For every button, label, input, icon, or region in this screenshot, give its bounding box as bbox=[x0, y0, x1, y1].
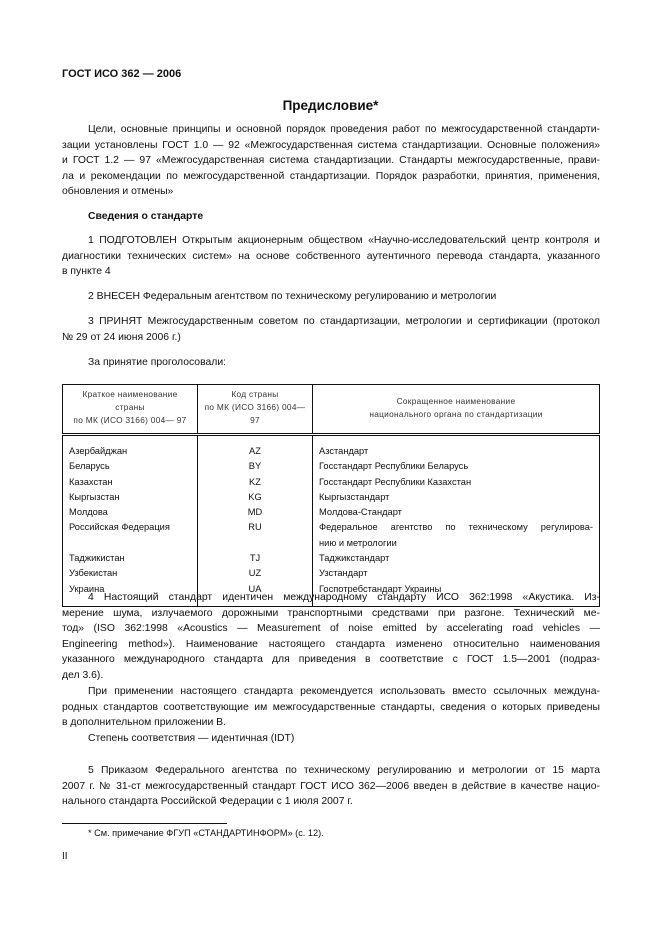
page-number: II bbox=[62, 851, 68, 862]
country-name: Молдова bbox=[63, 505, 198, 520]
country-name: Российская Федерация bbox=[63, 520, 198, 551]
country-name: Азербайджан bbox=[63, 435, 198, 460]
country-name: Казахстан bbox=[63, 475, 198, 490]
table-row bbox=[63, 490, 600, 505]
item-4-references bbox=[62, 684, 600, 731]
country-code: KG bbox=[198, 490, 313, 505]
standards-body-line: Госпотребстандарт Украины bbox=[319, 583, 442, 594]
text-line: дел 3.6). bbox=[62, 669, 104, 681]
standards-body bbox=[313, 490, 600, 505]
footnote: * См. примечание ФГУП «СТАНДАРТИНФОРМ» (с. 12). bbox=[88, 828, 324, 838]
country-code: AZ bbox=[198, 435, 313, 460]
text-line: ла и рекомендации по межгосударственной стандартизации. Порядок разработки, принятия, применения, bbox=[62, 170, 600, 182]
standards-body-line: Таджикстандарт bbox=[319, 553, 390, 564]
table-row bbox=[63, 520, 600, 551]
text-line: тод» (ISO 362:1998 «Acoustics — Measurement of noise emitted by accelerating road vehicles — bbox=[62, 623, 600, 635]
column-header-line: Код страны bbox=[231, 389, 279, 399]
text-line: в пункте 4 bbox=[62, 266, 111, 278]
table-row bbox=[63, 551, 600, 566]
intro-paragraph bbox=[62, 122, 600, 200]
standards-body-line: Узстандарт bbox=[319, 568, 368, 579]
text-line: и ГОСТ 1.2 — 97 «Межгосударственная система стандартизации. Стандарты межгосударственные, прави- bbox=[62, 155, 600, 167]
standards-body bbox=[313, 566, 600, 581]
voted-label bbox=[62, 355, 600, 371]
text-line: обновления и отмены» bbox=[62, 186, 174, 198]
text-line: Engineering method»). Наименование настоящего стандарта изменено относительно наименования bbox=[62, 638, 600, 650]
standards-body-line: Молдова-Стандарт bbox=[319, 507, 402, 518]
text-line: нального стандарта Российской Федерации с 1 июля 2007 г. bbox=[62, 796, 353, 808]
document-header: ГОСТ ИСО 362 — 2006 bbox=[62, 68, 182, 80]
column-header-line: Краткое наименование страны bbox=[82, 389, 178, 412]
country-code: UA bbox=[198, 582, 313, 607]
text-line: При применении настоящего стандарта рекомендуется использовать вместо ссылочных междуна- bbox=[88, 686, 600, 697]
standards-body bbox=[313, 475, 600, 490]
standards-body-line: Госстандарт Республики Беларусь bbox=[319, 461, 469, 472]
column-header-line: национального органа по стандартизации bbox=[369, 408, 543, 419]
text-line: 3 ПРИНЯТ Межгосударственным советом по стандартизации, метрологии и сертификации (протокол bbox=[88, 316, 600, 327]
text-line: диагностики технических систем» на основе собственного аутентичного перевода стандарта, указанного bbox=[62, 250, 600, 262]
country-name: Украина bbox=[63, 582, 198, 607]
table-row bbox=[63, 435, 600, 460]
standards-body bbox=[313, 505, 600, 520]
text-line: зации установлены ГОСТ 1.0 — 92 «Межгосударственная система стандартизации. Основные положения» bbox=[62, 139, 600, 151]
table-row bbox=[63, 505, 600, 520]
text-line: За принятие проголосовали: bbox=[88, 357, 227, 368]
text-line: родных стандартов соответствующие им межгосударственные стандарты, сведения о которых приведены bbox=[62, 701, 600, 713]
item-4-conformity bbox=[62, 731, 600, 747]
column-header bbox=[313, 385, 600, 435]
section-heading: Сведения о стандарте bbox=[88, 211, 204, 222]
text-line: № 29 от 24 июня 2006 г.) bbox=[62, 331, 181, 343]
country-code: MD bbox=[198, 505, 313, 520]
standards-body-line: Кыргызстандарт bbox=[319, 491, 390, 502]
table-header-row bbox=[63, 385, 600, 435]
item-2-introduced bbox=[62, 289, 600, 305]
standards-body-line: Азстандарт bbox=[319, 446, 369, 456]
item-5-order bbox=[62, 763, 600, 810]
country-code: RU bbox=[198, 520, 313, 551]
country-name: Кыргызстан bbox=[63, 490, 198, 505]
standards-body bbox=[313, 551, 600, 566]
text-line: указанного международного стандарта для приведения в соответствие с ГОСТ 1.5—2001 (подраз- bbox=[62, 654, 600, 666]
column-header bbox=[198, 385, 313, 435]
country-code: UZ bbox=[198, 566, 313, 581]
item-1-prepared bbox=[62, 233, 600, 280]
standards-body bbox=[313, 435, 600, 460]
country-code: TJ bbox=[198, 551, 313, 566]
country-code: KZ bbox=[198, 475, 313, 490]
text-line: 1 ПОДГОТОВЛЕН Открытым акционерным обществом «Научно-исследовательский центр контроля и bbox=[88, 235, 600, 246]
column-header-line: Сокращенное наименование bbox=[396, 395, 516, 406]
text-line: Цели, основные принципы и основной порядок проведения работ по межгосударственной стандарти- bbox=[88, 124, 600, 135]
standards-body-line: Госстандарт Республики Казахстан bbox=[319, 476, 472, 487]
page-title: Предисловие* bbox=[282, 98, 379, 113]
country-name: Таджикистан bbox=[63, 551, 198, 566]
text-line: Степень соответствия — идентичная (IDT) bbox=[88, 733, 295, 744]
country-code: BY bbox=[198, 459, 313, 474]
item-3-adopted bbox=[62, 314, 600, 345]
text-line: 2 ВНЕСЕН Федеральным агентством по техническому регулированию и метрологии bbox=[88, 291, 497, 302]
column-header-line: по МК (ИСО 3166) 004— 97 bbox=[73, 415, 187, 425]
footnote-divider bbox=[62, 823, 227, 824]
column-header-line: по МК (ИСО 3166) 004—97 bbox=[204, 402, 306, 425]
table-row bbox=[63, 566, 600, 581]
column-header bbox=[63, 385, 198, 435]
text-line: в дополнительном приложении В. bbox=[62, 717, 226, 729]
voting-table bbox=[62, 384, 600, 607]
text-line: 4 Настоящий стандарт идентичен международному стандарту ИСО 362:1998 «Акустика. Из- bbox=[88, 592, 600, 603]
standards-body-line: Федеральное агентство по техническому регулирова- bbox=[319, 522, 593, 533]
text-line: 2007 г. № 31-ст межгосударственный стандарт ГОСТ ИСО 362—2006 введен в действие в качестве нацио- bbox=[62, 780, 600, 792]
standards-body-line: нию и метрологии bbox=[319, 537, 397, 548]
text-line: мерение шума, излучаемого дорожными транспортными средствами при разгоне. Технический ме- bbox=[62, 607, 600, 619]
text-line: 5 Приказом Федерального агентства по техническому регулированию и метрологии от 15 марта bbox=[88, 765, 600, 776]
table-row bbox=[63, 475, 600, 490]
table-row bbox=[63, 459, 600, 474]
standards-body bbox=[313, 520, 600, 551]
item-4-identity bbox=[62, 590, 600, 684]
standards-body bbox=[313, 459, 600, 474]
country-name: Беларусь bbox=[63, 459, 198, 474]
country-name: Узбекистан bbox=[63, 566, 198, 581]
